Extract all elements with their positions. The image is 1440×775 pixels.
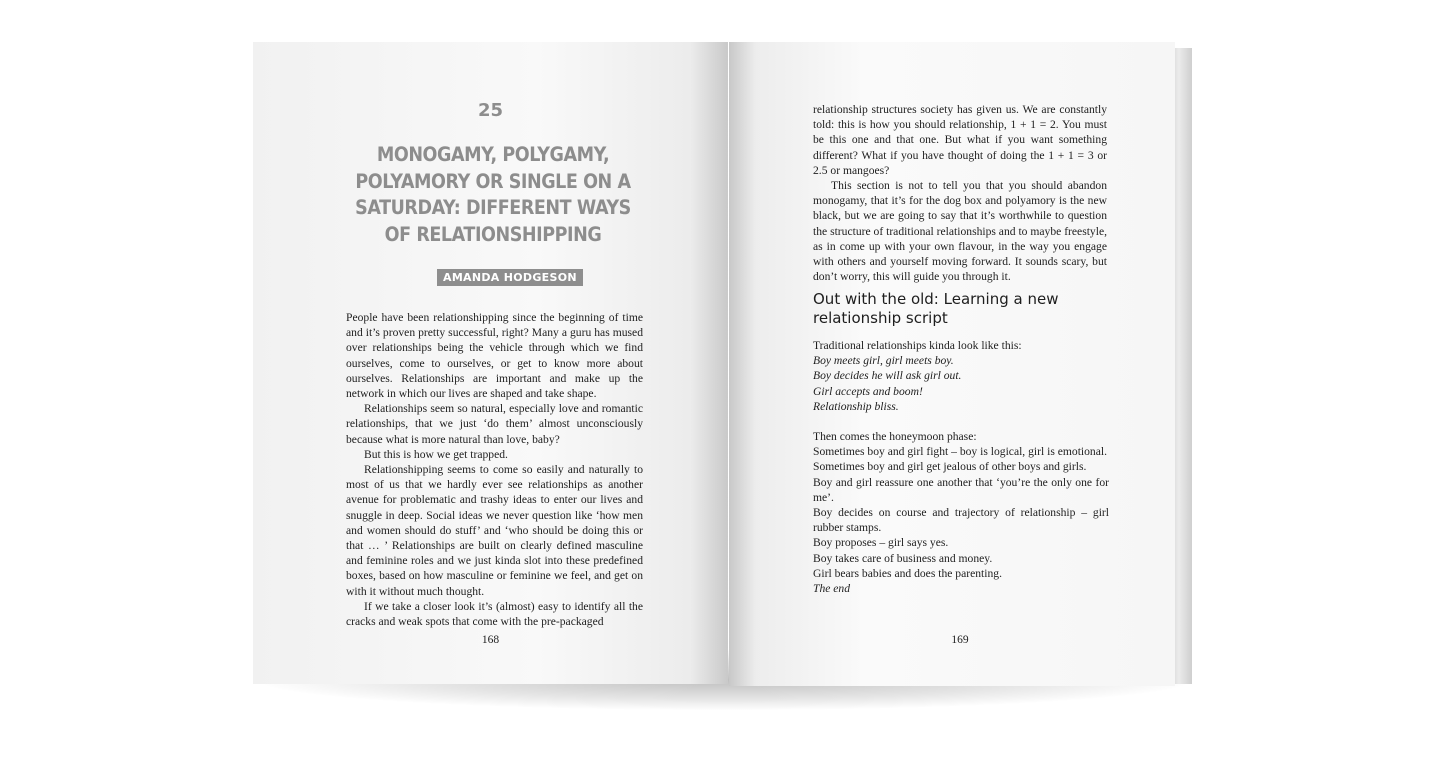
left-body-text: [346, 310, 643, 629]
paragraph: relationship structures society has given us. We are constantly told: this is how you should relationship, 1 + 1 = 2. You must be this one and that one. But what if you want something different? What if you have thought of doing the 1 + 1 = 3 or 2.5 or mangoes?: [813, 103, 1107, 177]
paragraph: But this is how we get trapped.: [364, 447, 508, 461]
paragraph: Relationships seem so natural, especially love and romantic relationships, that we just ‘do them’ almost unconsciously because what is more natural than love, baby?: [346, 402, 643, 446]
paragraph: Relationshipping seems to come so easily and naturally to most of us that we hardly ever see relationships as another avenue for problematic and trashy ideas to enter our lives and snuggle in deep. Social ideas we never question like ‘how men and women should do stuff’ and ‘who should be doing this or that … ’ Relationships are built on clearly defined masculine and feminine roles and we just kinda slot into these predefined boxes, based on how masculine or feminine we feel, and get on with it without much thought.: [346, 463, 643, 598]
honeymoon-line: Sometimes boy and girl get jealous of other boys and girls.: [813, 460, 1087, 474]
relationship-script: [813, 338, 1109, 596]
honeymoon-line: Boy decides on course and trajectory of relationship – girl rubber stamps.: [813, 506, 1109, 535]
honeymoon-line: Boy and girl reassure one another that ‘you’re the only one for me’.: [813, 475, 1109, 504]
right-page: [729, 42, 1175, 686]
script-line: Boy meets girl, girl meets boy.: [813, 354, 954, 368]
honeymoon-line: Girl bears babies and does the parenting.: [813, 566, 1002, 580]
chapter-number: 25: [477, 100, 504, 121]
left-page: [253, 42, 728, 684]
page-number-left: 168: [481, 634, 500, 646]
section-subheading: Out with the old: Learning a new relationship script: [813, 290, 1059, 327]
chapter-title: MONOGAMY, POLYGAMY, POLYAMORY OR SINGLE ON A SATURDAY: DIFFERENT WAYS OF RELATIONSHIPPING: [355, 143, 631, 246]
intro-line: Traditional relationships kinda look like this:: [813, 339, 1022, 352]
paragraph: This section is not to tell you that you should abandon monogamy, that it’s for the dog box and polyamory is the new black, but we are going to say that it’s worthwhile to question the structure of traditional relationships and to maybe freestyle, as in come up with your own flavour, in the way you engage with others and yourself moving forward. It sounds scary, but don’t worry, this will guide you through it.: [813, 179, 1107, 284]
paragraph: People have been relationshipping since the beginning of time and it’s proven pretty successful, right? Many a guru has mused over relationships being the vehicle through which we find ourselves, come to ourselves, or get to know more about ourselves. Relationships are important and make up the network in which our lives are shaped and take shape.: [346, 311, 643, 401]
honeymoon-line: Boy proposes – girl says yes.: [813, 536, 949, 550]
script-line: Boy decides he will ask girl out.: [813, 369, 962, 383]
page-number-right: 169: [951, 634, 969, 646]
paragraph: If we take a closer look it’s (almost) easy to identify all the cracks and weak spots that come with the pre-packaged: [346, 599, 643, 629]
right-body-text: [813, 102, 1107, 284]
script-line: Girl accepts and boom!: [813, 384, 923, 398]
script-line: Relationship bliss.: [813, 399, 899, 413]
honeymoon-intro: Then comes the honeymoon phase:: [813, 430, 977, 444]
author-badge: AMANDA HODGESON: [437, 269, 583, 286]
line-gap: [813, 414, 1109, 429]
honeymoon-line: Boy takes care of business and money.: [813, 551, 993, 565]
ending-line: The end: [813, 582, 851, 596]
honeymoon-line: Sometimes boy and girl fight – boy is logical, girl is emotional.: [813, 445, 1107, 459]
